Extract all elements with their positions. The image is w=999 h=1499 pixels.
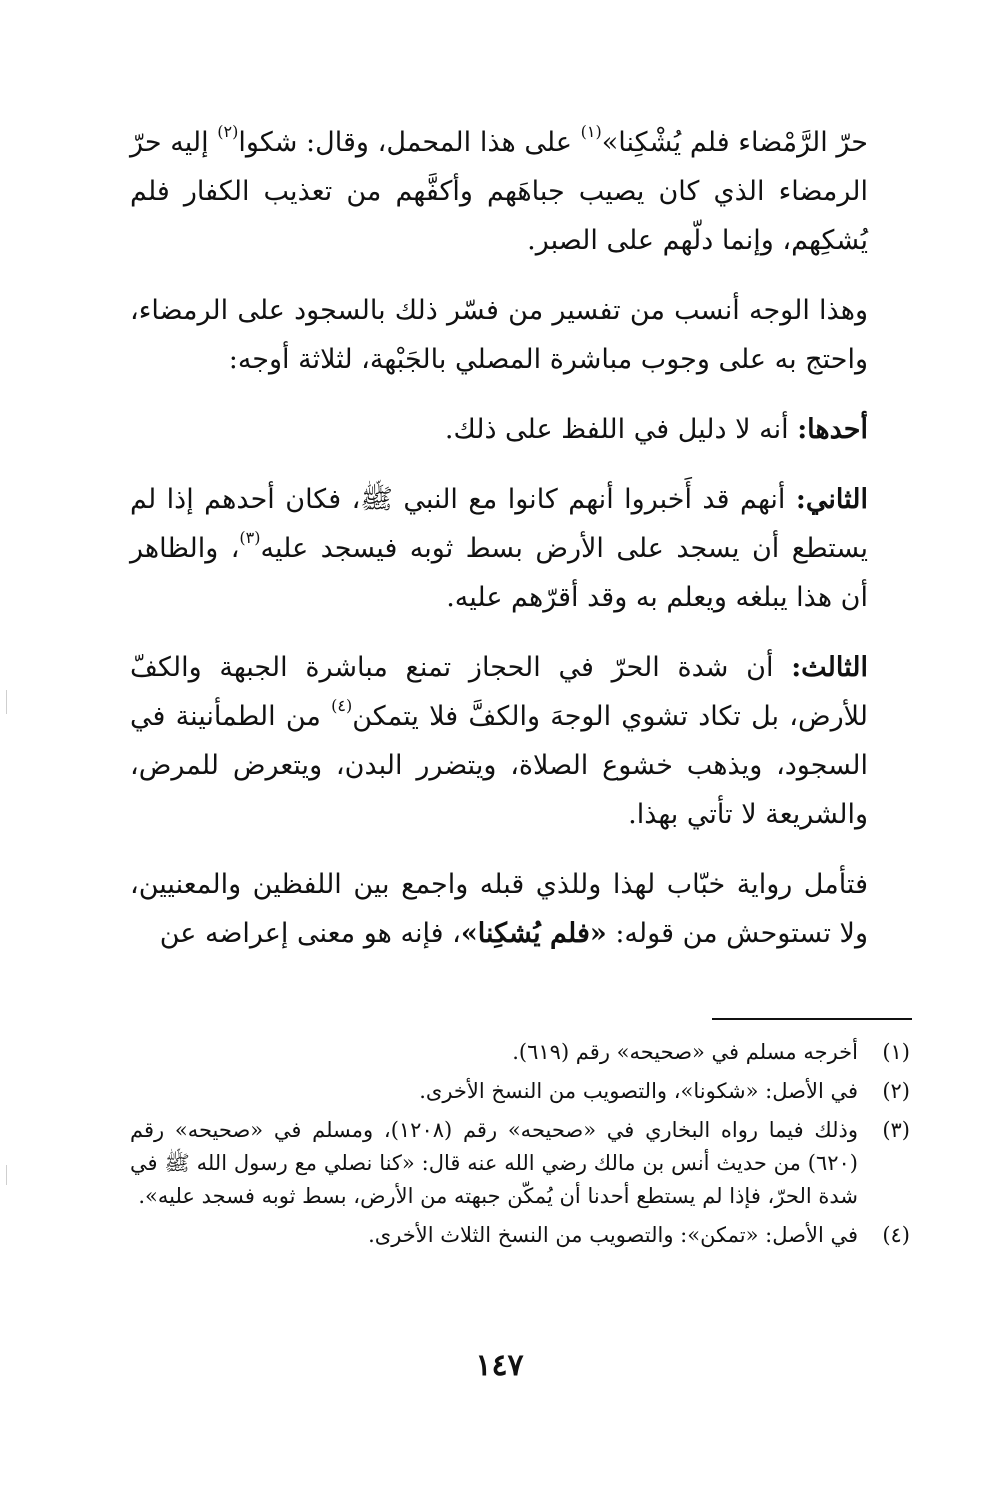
text-run: من الطمأنينة في السجود، ويذهب خشوع الصلاة، ويتضرر البدن، ويتعرض للمرض، والشريعة لا تأتي بهذا. <box>130 701 868 830</box>
footnote-text-run: في الأصل: «تمكن»: والتصويب من النسخ الثلاث الأخرى. <box>368 1223 858 1247</box>
footnotes-block <box>130 1036 910 1258</box>
footnote-item <box>130 1219 910 1252</box>
footnote-item <box>130 1036 910 1069</box>
main-text-block <box>130 118 868 979</box>
body-paragraph <box>130 643 868 839</box>
text-run: حرّ الرَّمْضاء فلم يُشْكِنا» <box>601 127 868 158</box>
bold-heading-run: «فلم يُشكِنا» <box>460 918 607 949</box>
footnote-reference: (٤) <box>331 696 353 715</box>
page-number: ١٤٧ <box>475 1348 524 1383</box>
footnote-text <box>130 1219 858 1252</box>
footnote-text <box>130 1036 858 1069</box>
footnote-separator <box>712 1018 912 1020</box>
text-run: ، والظاهر أن هذا يبلغه ويعلم به وقد أقرّهم عليه. <box>130 533 868 613</box>
text-run: إليه حرّ الرمضاء الذي كان يصيب جباهَهم وأكفَّهم من تعذيب الكفار فلم يُشكِهم، وإنما دلّهم على الصبر. <box>130 127 868 256</box>
text-run: فتأمل رواية خبّاب لهذا وللذي قبله واجمع بين اللفظين والمعنيين، ولا تستوحش من قوله: <box>130 869 868 949</box>
text-run: أنه لا دليل في اللفظ على ذلك. <box>444 414 798 445</box>
body-paragraph <box>130 405 868 454</box>
footnote-text <box>130 1114 858 1213</box>
footnote-item <box>130 1075 910 1108</box>
footnote-item <box>130 1114 910 1213</box>
body-paragraph <box>130 475 868 622</box>
footnote-text-run: أخرجه مسلم في «صحيحه» رقم (٦١٩). <box>512 1040 858 1064</box>
footnote-reference: (١) <box>580 122 602 141</box>
text-run: ، فإنه هو معنى إعراضه عن <box>159 918 461 949</box>
footnote-reference: (٢) <box>217 122 239 141</box>
footnote-text-run: وذلك فيما رواه البخاري في «صحيحه» رقم (١٢٠٨)، ومسلم في «صحيحه» رقم (٦٢٠) من حديث أنس بن مالك رضي الله عنه قال: «كنا نصلي مع رسول الله ﷺ في شدة الحرّ، فإذا لم يستطع أحدنا أن يُمكّن جبهته من الأرض، بسط ثوبه فسجد عليه». <box>130 1118 859 1208</box>
bold-heading-run: الثالث: <box>791 652 868 683</box>
footnote-number: (٢) <box>882 1079 910 1103</box>
body-paragraph <box>130 286 868 384</box>
scan-edge-mark <box>6 690 7 714</box>
text-run: على هذا المحمل، وقال: شكوا <box>238 127 581 158</box>
text-run: أن شدة الحرّ في الحجاز تمنع مباشرة الجبهة والكفّ للأرض، بل تكاد تشوي الوجهَ والكفَّ فلا يتمكن <box>130 652 869 732</box>
text-run: وهذا الوجه أنسب من تفسير من فسّر ذلك بالسجود على الرمضاء، واحتج به على وجوب مباشرة المصلي بالجَبْهة، لثلاثة أوجه: <box>130 295 868 375</box>
bold-heading-run: الثاني: <box>795 484 868 515</box>
scan-edge-mark <box>6 1165 7 1185</box>
footnote-number: (٤) <box>882 1223 910 1247</box>
footnote-reference: (٣) <box>239 528 261 547</box>
bold-heading-run: أحدها: <box>797 414 868 445</box>
body-paragraph <box>130 118 868 265</box>
footnote-text <box>130 1075 858 1108</box>
footnote-number: (٣) <box>882 1118 910 1142</box>
footnote-text-run: في الأصل: «شكونا»، والتصويب من النسخ الأخرى. <box>419 1079 858 1103</box>
body-paragraph <box>130 860 868 958</box>
footnote-number: (١) <box>882 1040 910 1064</box>
text-run: أنهم قد أَخبروا أنهم كانوا مع النبي ﷺ، فكان أحدهم إذا لم يستطع أن يسجد على الأرض بسط ثوبه فيسجد عليه <box>130 484 868 564</box>
